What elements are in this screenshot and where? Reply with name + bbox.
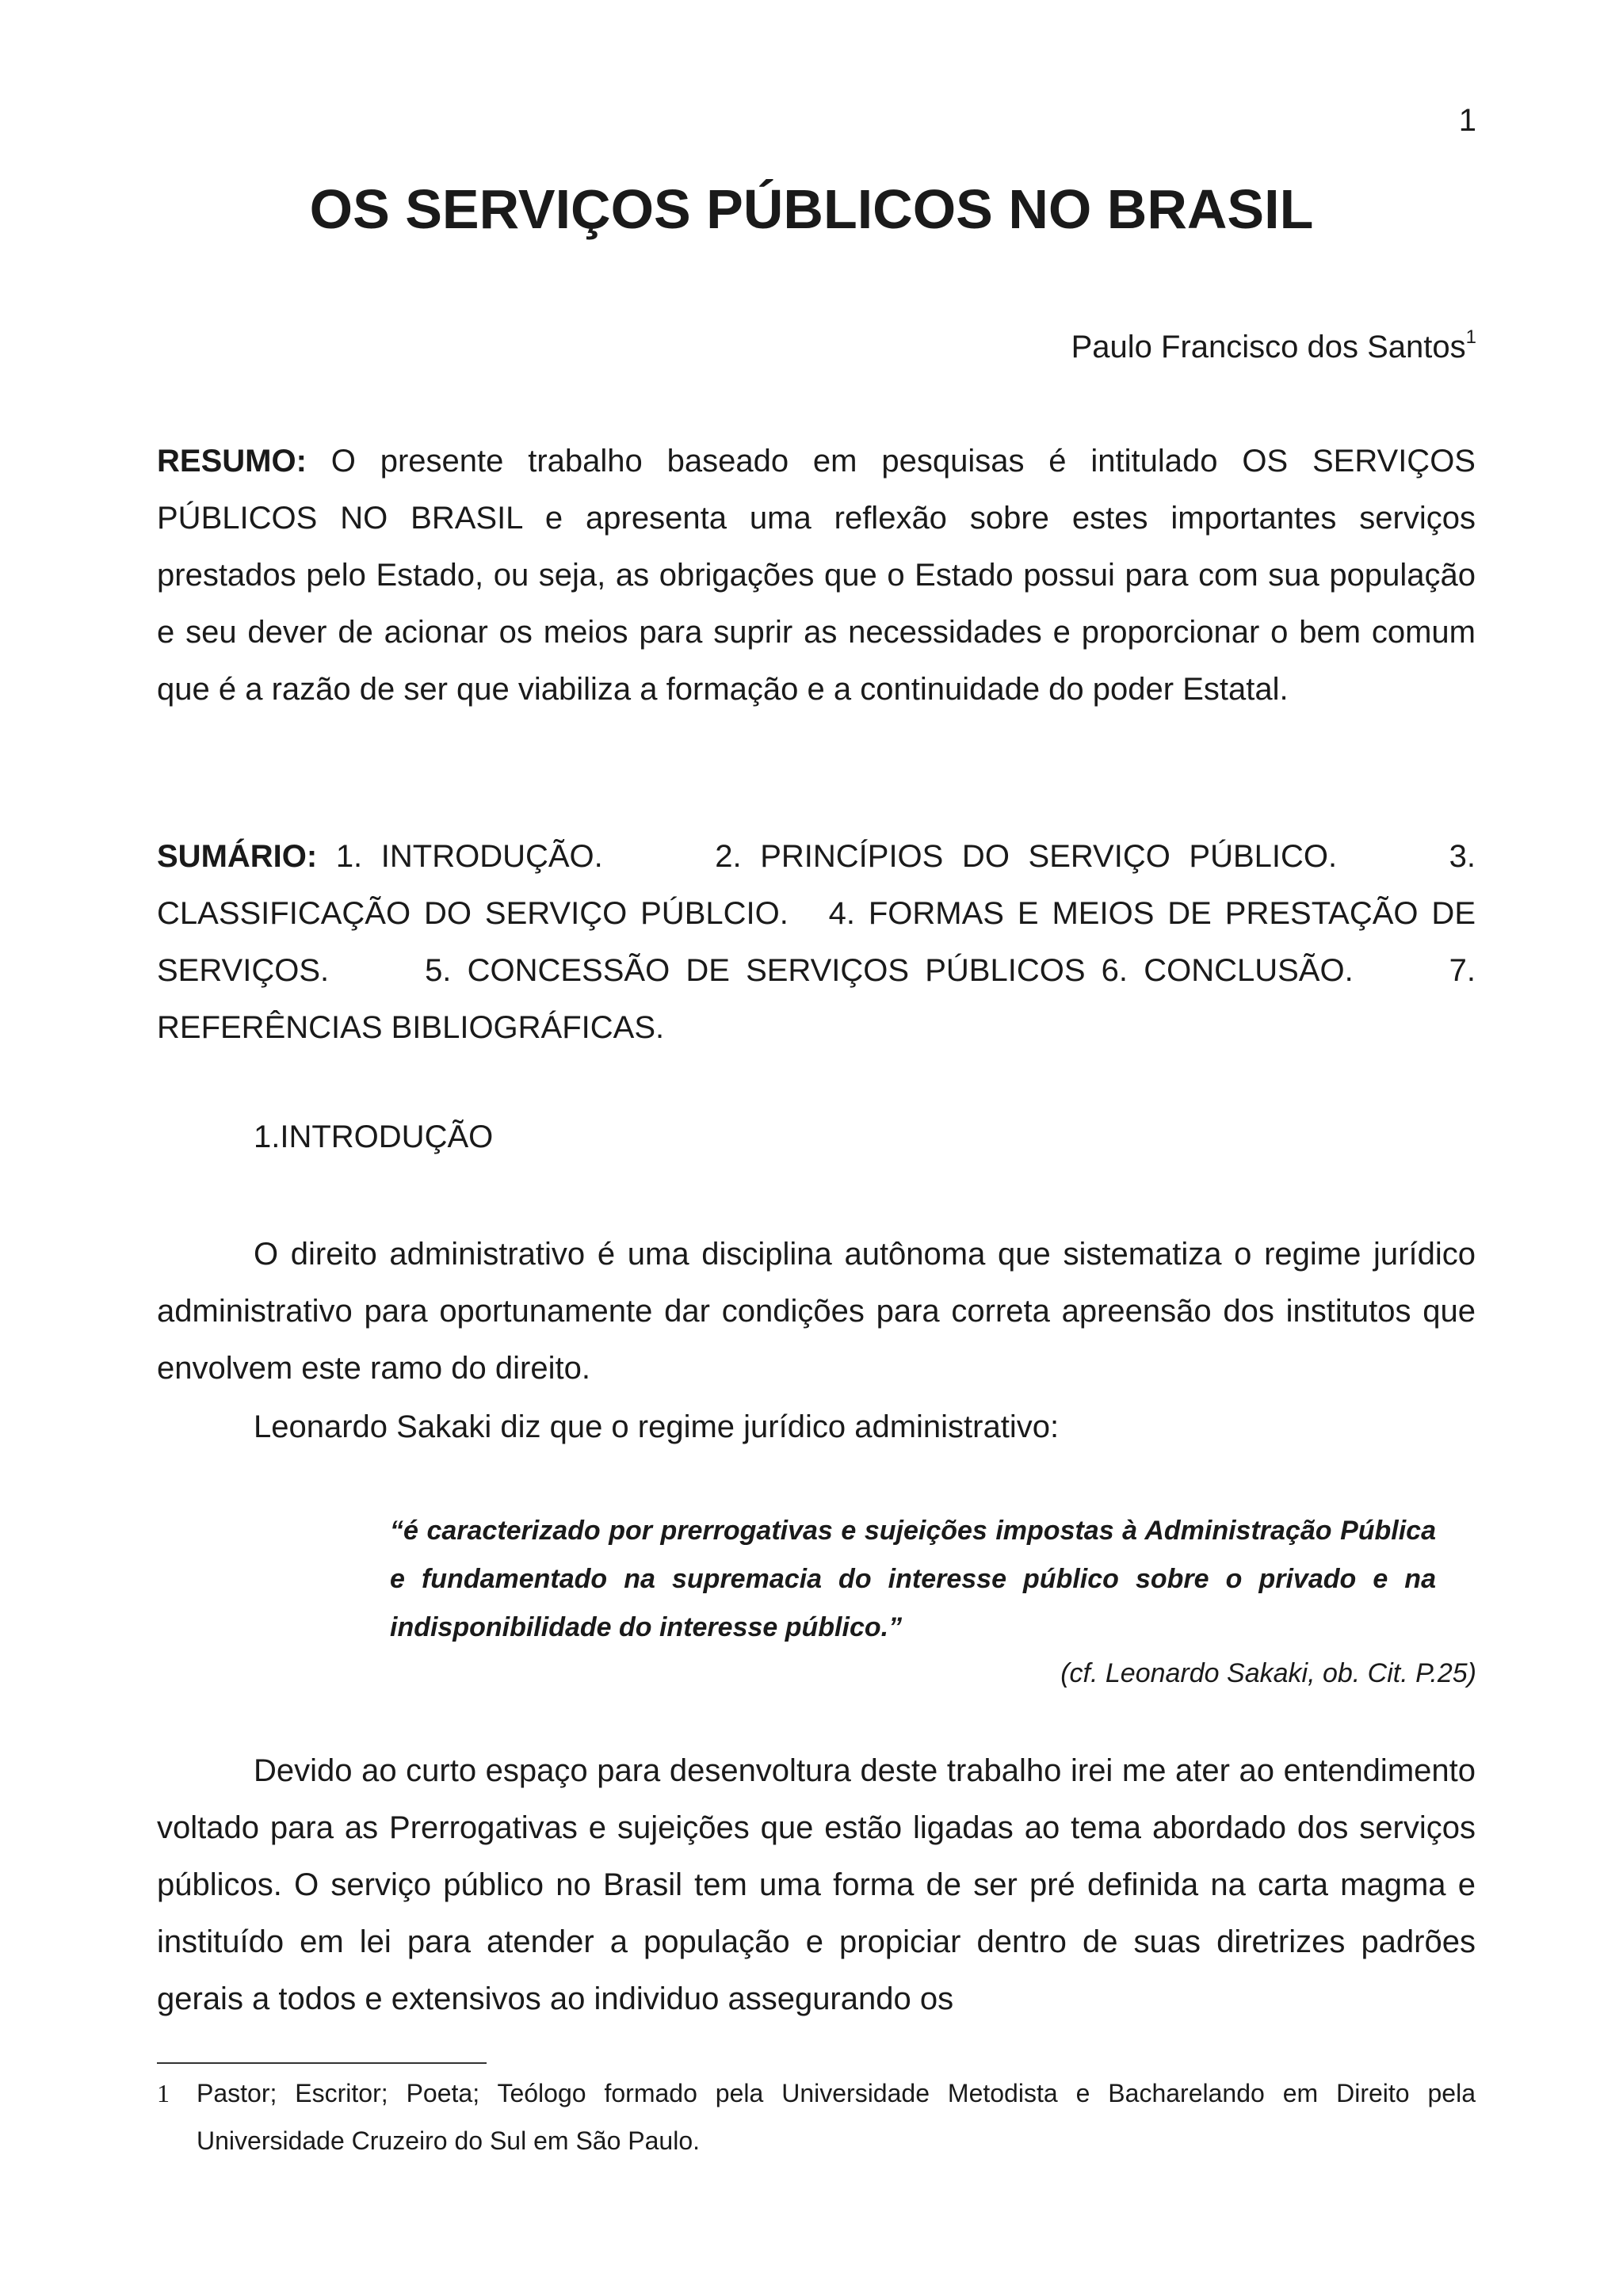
block-quote: “é caracterizado por prerrogativas e sujeições impostas à Administração Pública e fundamentado na supremacia do interesse público sobre o privado e na indisponibilidade do interesse público.”: [390, 1516, 1436, 1642]
summary-label: SUMÁRIO:: [157, 839, 318, 874]
body-paragraph-1: O direito administrativo é uma disciplina autônoma que sistematiza o regime jurídico administrativo para oportunamente dar condições para correta apreensão dos institutos que envolvem este ramo do direito.: [157, 1237, 1476, 1386]
body-paragraph-2: Leonardo Sakaki diz que o regime jurídico administrativo:: [254, 1409, 1060, 1444]
footnote-text: Pastor; Escritor; Poeta; Teólogo formado pela Universidade Metodista e Bacharelando em Direito pela Universidade Cruzeiro do Sul em São Paulo.: [197, 2079, 1476, 2155]
document-title: OS SERVIÇOS PÚBLICOS NO BRASIL: [309, 178, 1314, 240]
quote-citation: (cf. Leonardo Sakaki, ob. Cit. P.25): [1060, 1658, 1476, 1688]
author-name: Paulo Francisco dos Santos: [1071, 330, 1466, 364]
author-line: [1071, 325, 1476, 369]
author-footnote-ref: 1: [1465, 326, 1476, 348]
section-heading-introduction: 1.INTRODUÇÃO: [254, 1119, 494, 1154]
summary-paragraph: [157, 828, 1485, 1056]
footnote-mark: 1: [157, 2079, 170, 2107]
footnote: [157, 2069, 1476, 2164]
summary-text: 1. INTRODUÇÃO. 2. PRINCÍPIOS DO SERVIÇO PÚBLICO. 3. CLASSIFICAÇÃO DO SERVIÇO PÚBLCIO. 4. FORMAS E MEIOS DE PRESTAÇÃO DE SERVIÇOS. 5. CONCESSÃO DE SERVIÇOS PÚBLICOS 6. CONCLUSÃO. 7. REFERÊNCIAS BIBLIOGRÁFICAS.: [157, 839, 1485, 1045]
abstract-label: RESUMO:: [157, 444, 307, 479]
footnote-divider: [157, 2062, 487, 2064]
body-paragraph-3: Devido ao curto espaço para desenvoltura deste trabalho irei me ater ao entendimento voltado para as Prerrogativas e sujeições que estão ligadas ao tema abordado dos serviços públicos. O serviço público no Brasil tem uma forma de ser pré definida na carta magma e instituído em lei para atender a população e propiciar dentro de suas diretrizes padrões gerais a todos e extensivos ao individuo assegurando os: [157, 1753, 1476, 2016]
page-number: 1: [1458, 103, 1476, 138]
abstract-paragraph: [157, 433, 1476, 718]
abstract-text: O presente trabalho baseado em pesquisas é intitulado OS SERVIÇOS PÚBLICOS NO BRASIL e apresenta uma reflexão sobre estes importantes serviços prestados pelo Estado, ou seja, as obrigações que o Estado possui para com sua população e seu dever de acionar os meios para suprir as necessidades e proporcionar o bem comum que é a razão de ser que viabiliza a formação e a continuidade do poder Estatal.: [157, 444, 1476, 707]
